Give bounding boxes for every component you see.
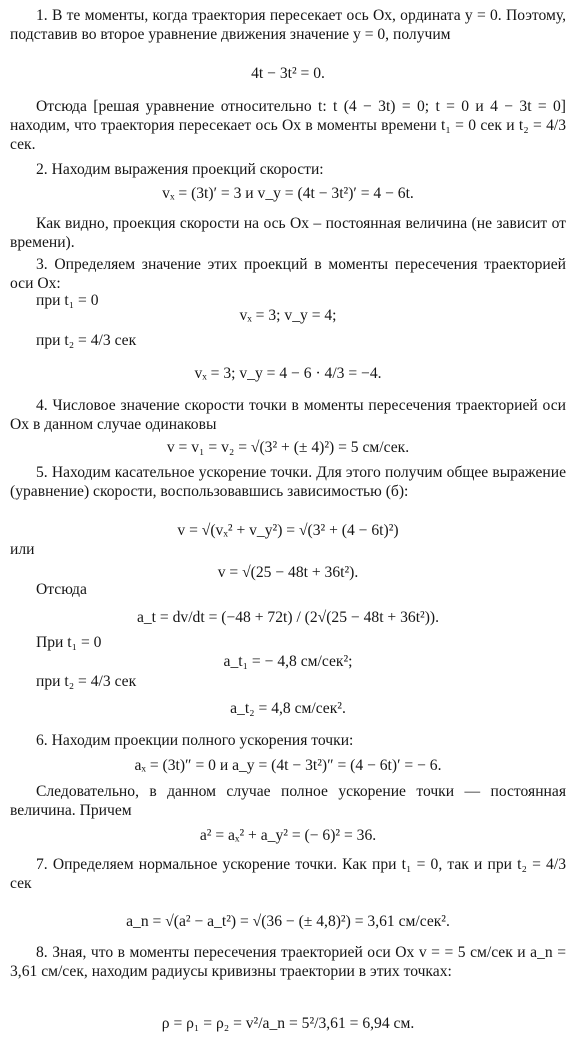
section-8-paragraph: 8. Зная, что в моменты пересечения траекторией оси Ox v = = 5 см/сек и a_n = 3,61 см/сек, находим радиусы кривизны траектории в этих точках: <box>10 944 566 980</box>
section-1-equation: 4t − 3t² = 0. <box>251 65 325 82</box>
section-5-equation-2: v = √(25 − 48t + 36t²). <box>217 564 359 581</box>
section-7-paragraph: 7. Определяем нормальное ускорение точки. Как при t₁ = 0, так и при t₂ = 4/3 сек <box>10 856 566 892</box>
section-4-equation: v = v₁ = v₂ = √(3² + (± 4)²) = 5 см/сек. <box>166 439 410 456</box>
section-5-equation-1: v = √(vₓ² + v_y²) = √(3² + (4 − 6t)²) <box>177 522 399 539</box>
section-3-paragraph: 3. Определяем значение этих проекций в моменты пересечения траекторией оси Ox: <box>10 256 566 292</box>
section-5-condition-1: При t₁ = 0 <box>36 634 102 651</box>
section-5-hence: Отсюда <box>36 581 87 598</box>
section-2-equation: vₓ = (3t)′ = 3 и v_y = (4t − 3t²)′ = 4 − 6t. <box>162 185 414 202</box>
section-3-condition-1: при t₁ = 0 <box>36 292 99 309</box>
section-5-or: или <box>10 541 35 558</box>
section-2-note: Как видно, проекция скорости на ось Ox – постоянная величина (не зависит от времени). <box>10 215 566 251</box>
section-6-paragraph: 6. Находим проекции полного ускорения точки: <box>36 732 354 749</box>
section-3-condition-2: при t₂ = 4/3 сек <box>36 332 137 349</box>
section-3-equation-1: vₓ = 3; v_y = 4; <box>239 307 337 324</box>
section-6-equation-2: a² = aₓ² + a_y² = (− 6)² = 36. <box>199 827 377 844</box>
section-6-note: Следовательно, в данном случае полное ускорение точки — постоянная величина. Причем <box>10 783 566 819</box>
section-5-equation-5: a_t₂ = 4,8 см/сек². <box>230 700 346 717</box>
section-5-equation-4: a_t₁ = − 4,8 см/сек²; <box>223 653 353 670</box>
section-5-equation-3: a_t = dv/dt = (−48 + 72t) / (2√(25 − 48t + 36t²)). <box>136 609 440 626</box>
section-5-condition-2: при t₂ = 4/3 сек <box>36 673 137 690</box>
section-5-paragraph: 5. Находим касательное ускорение точки. Для этого получим общее выражение (уравнение) скорости, воспользовавшись зависимостью (б): <box>10 464 566 500</box>
section-4-paragraph: 4. Числовое значение скорости точки в моменты пересечения траекторией оси Ox в данном случае одинаковы <box>10 397 566 433</box>
section-1-result: Отсюда [решая уравнение относительно t: t (4 − 3t) = 0; t = 0 и 4 − 3t = 0] находим, что траектория пересекает ось Ox в моменты времени t₁ = 0 сек и t₂ = 4/3 сек. <box>10 98 566 153</box>
section-6-equation: aₓ = (3t)″ = 0 и a_y = (4t − 3t²)″ = (4 − 6t)′ = − 6. <box>134 757 442 774</box>
section-1-paragraph: 1. В те моменты, когда траектория пересекает ось Ox, ордината y = 0. Поэтому, подставив во второе уравнение движения значение y = 0, получим <box>10 7 566 43</box>
section-8-equation: ρ = ρ₁ = ρ₂ = v²/a_n = 5²/3,61 = 6,94 см. <box>161 1015 415 1032</box>
section-7-equation: a_n = √(a² − a_t²) = √(36 − (± 4,8)²) = 3,61 см/сек². <box>126 913 450 930</box>
section-3-equation-2: vₓ = 3; v_y = 4 − 6 · 4/3 = −4. <box>194 365 382 382</box>
section-2-paragraph: 2. Находим выражения проекций скорости: <box>36 161 324 178</box>
